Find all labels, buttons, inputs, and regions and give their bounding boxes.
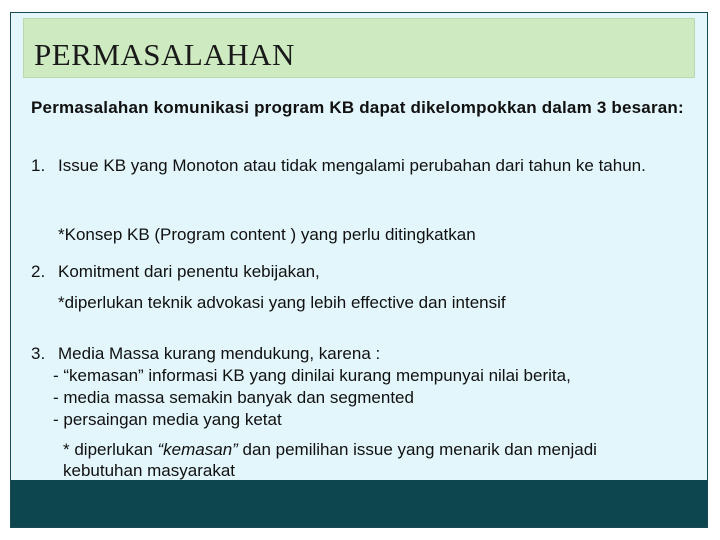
item-3-subpoint: - persaingan media yang ketat (53, 410, 282, 429)
item-1-note: *Konsep KB (Program content ) yang perlu ditingkatkan (58, 225, 476, 244)
slide-content (31, 98, 691, 480)
item-2-note: *diperlukan teknik advokasi yang lebih effective dan intensif (58, 293, 506, 312)
list-number: 1. (31, 156, 46, 175)
list-item-2 (31, 261, 320, 283)
title-bar (23, 18, 695, 78)
slide-title: PERMASALAHAN (34, 37, 295, 72)
intro-text: Permasalahan komunikasi program KB dapat dikelompokkan dalam 3 besaran: (31, 98, 684, 117)
item-3-subpoint: - “kemasan” informasi KB yang dinilai kurang mempunyai nilai berita, (53, 366, 571, 385)
note-suffix: dan pemilihan issue yang menarik dan menjadi kebutuhan masyarakat (63, 440, 597, 480)
item-3-subpoint: - media massa semakin banyak dan segmented (53, 388, 414, 407)
note-prefix: * diperlukan (63, 440, 158, 459)
list-item-text: Issue KB yang Monoton atau tidak mengalami perubahan dari tahun ke tahun. (58, 156, 646, 175)
slide (10, 12, 708, 528)
list-number: 3. (31, 344, 46, 363)
list-item-3 (31, 343, 380, 365)
footer-bar (11, 480, 707, 527)
list-item-text: Media Massa kurang mendukung, karena : (58, 344, 381, 363)
list-item-text: Komitment dari penentu kebijakan, (58, 262, 320, 281)
item-3-note (63, 439, 643, 481)
list-item-1 (31, 155, 646, 177)
list-number: 2. (31, 262, 46, 281)
note-emphasis: “kemasan” (157, 440, 238, 459)
